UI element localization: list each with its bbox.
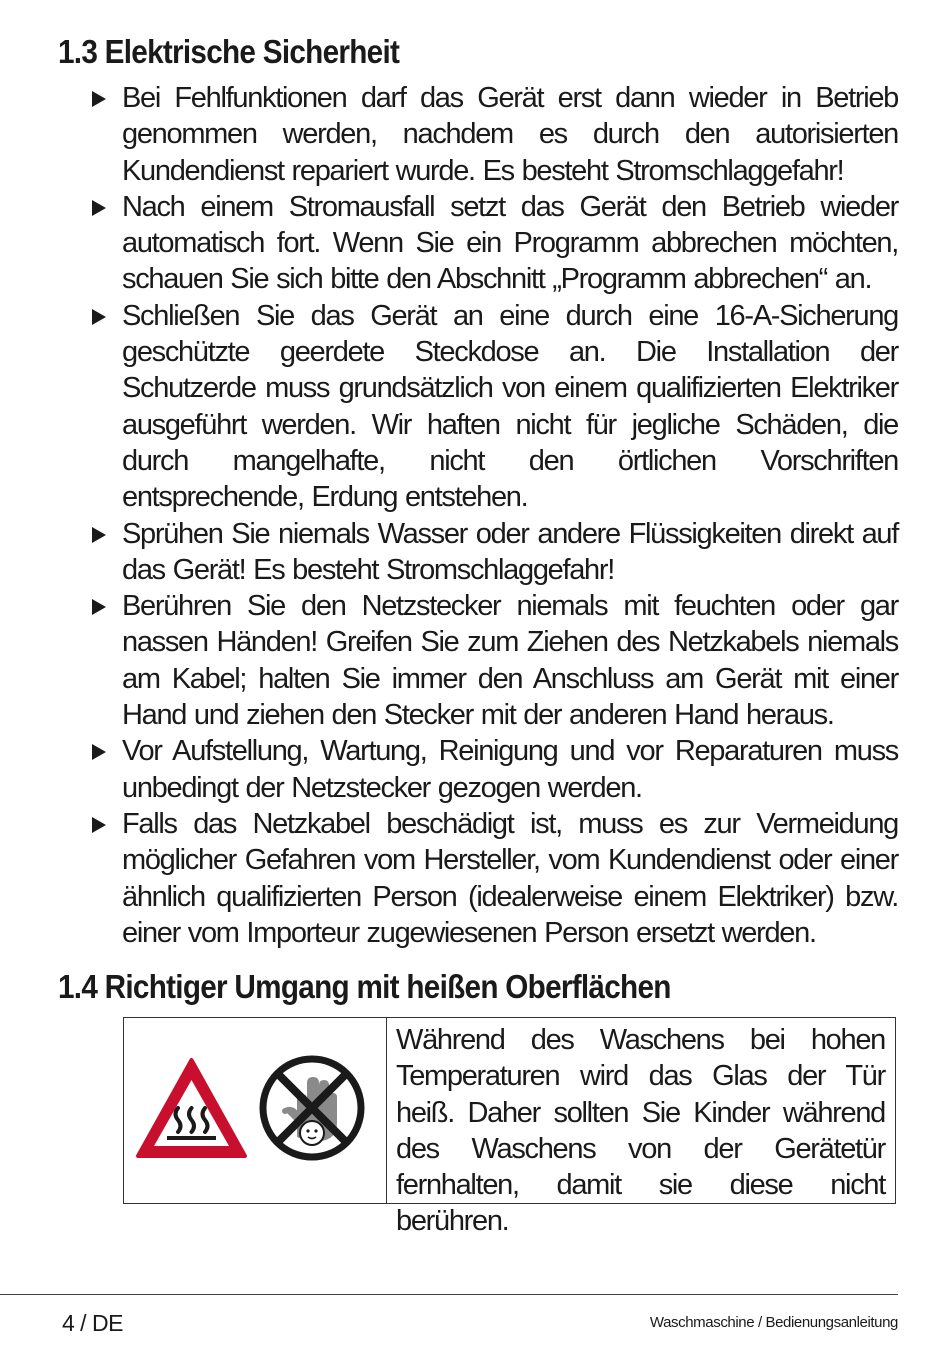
list-item-text: Berühren Sie den Netzstecker niemals mit feuchten oder gar nassen Händen! Greifen Sie zum Ziehen des Netzkabels niemals am Kabel; halten Sie immer den Anschluss am Gerät mit einer Hand und ziehen den Stecker mit der anderen Hand heraus.	[122, 590, 898, 732]
bullet-arrow-icon	[92, 91, 106, 107]
list-item-text: Schließen Sie das Gerät an eine durch eine 16-A-Sicherung geschützte geerdete Steckdose an. Die Installation der Schutzerde muss grundsätzlich von einem qualifizierten Elektriker ausgeführt werden. Wir haften nicht für jegliche Schäden, die durch mangelhafte, nicht den örtlichen Vorschriften entsprechende, Erdung entstehen.	[122, 299, 898, 514]
hot-surface-notice-text: Während des Waschens bei hohen Temperaturen wird das Glas der Tür heiß. Daher sollten Sie Kinder während des Waschens von der Gerätetür fernhalten, damit sie diese nicht berühren.	[396, 1024, 885, 1238]
list-item	[92, 516, 898, 589]
list-item-text: Nach einem Stromausfall setzt das Gerät den Betrieb wieder automatisch fort. Wenn Sie ein Programm abbrechen möchten, schauen Sie sich bitte den Abschnitt „Programm abbrechen“ an.	[122, 190, 898, 296]
list-item-text: Falls das Netzkabel beschädigt ist, muss es zur Vermeidung möglicher Gefahren vom Hersteller, vom Kundendienst oder einer ähnlich qualifizierten Person (idealerweise einem Elektriker) bzw. einer vom Importeur zugewiesenen Person ersetzt werden.	[122, 807, 898, 949]
bullet-arrow-icon	[92, 744, 106, 760]
list-item	[92, 806, 898, 951]
keep-children-away-icon	[257, 1053, 367, 1163]
list-item-text: Bei Fehlfunktionen darf das Gerät erst dann wieder in Betrieb genommen werden, nachdem es durch den autorisierten Kundendienst repariert wurde. Es besteht Stromschlaggefahr!	[122, 82, 898, 187]
document-title: Waschmaschine / Bedienungsanleitung	[649, 1314, 898, 1331]
bullet-arrow-icon	[92, 599, 106, 615]
list-item	[92, 80, 898, 189]
list-item-text: Vor Aufstellung, Wartung, Reinigung und vor Reparaturen muss unbedingt der Netzstecker gezogen werden.	[122, 735, 898, 804]
list-item	[92, 189, 898, 298]
page-number: 4 / DE	[62, 1310, 123, 1336]
hot-surface-warning-icon	[134, 1056, 249, 1161]
list-item	[92, 588, 898, 733]
list-item-text: Sprühen Sie niemals Wasser oder andere Flüssigkeiten direkt auf das Gerät! Es besteht Stromschlaggefahr!	[122, 517, 898, 586]
list-item	[92, 733, 898, 806]
bullet-arrow-icon	[92, 817, 106, 833]
section-heading-hot-surfaces: 1.4 Richtiger Umgang mit heißen Oberflächen	[58, 968, 671, 1005]
section-heading-electrical-safety: 1.3 Elektrische Sicherheit	[58, 33, 400, 70]
list-item	[92, 298, 898, 516]
footer-divider	[0, 1294, 898, 1295]
electrical-safety-list	[92, 80, 898, 951]
notice-icons-cell	[124, 1018, 387, 1203]
bullet-arrow-icon	[92, 309, 106, 325]
hot-surface-notice-box	[123, 1017, 896, 1238]
bullet-arrow-icon	[92, 527, 106, 543]
bullet-arrow-icon	[92, 200, 106, 216]
